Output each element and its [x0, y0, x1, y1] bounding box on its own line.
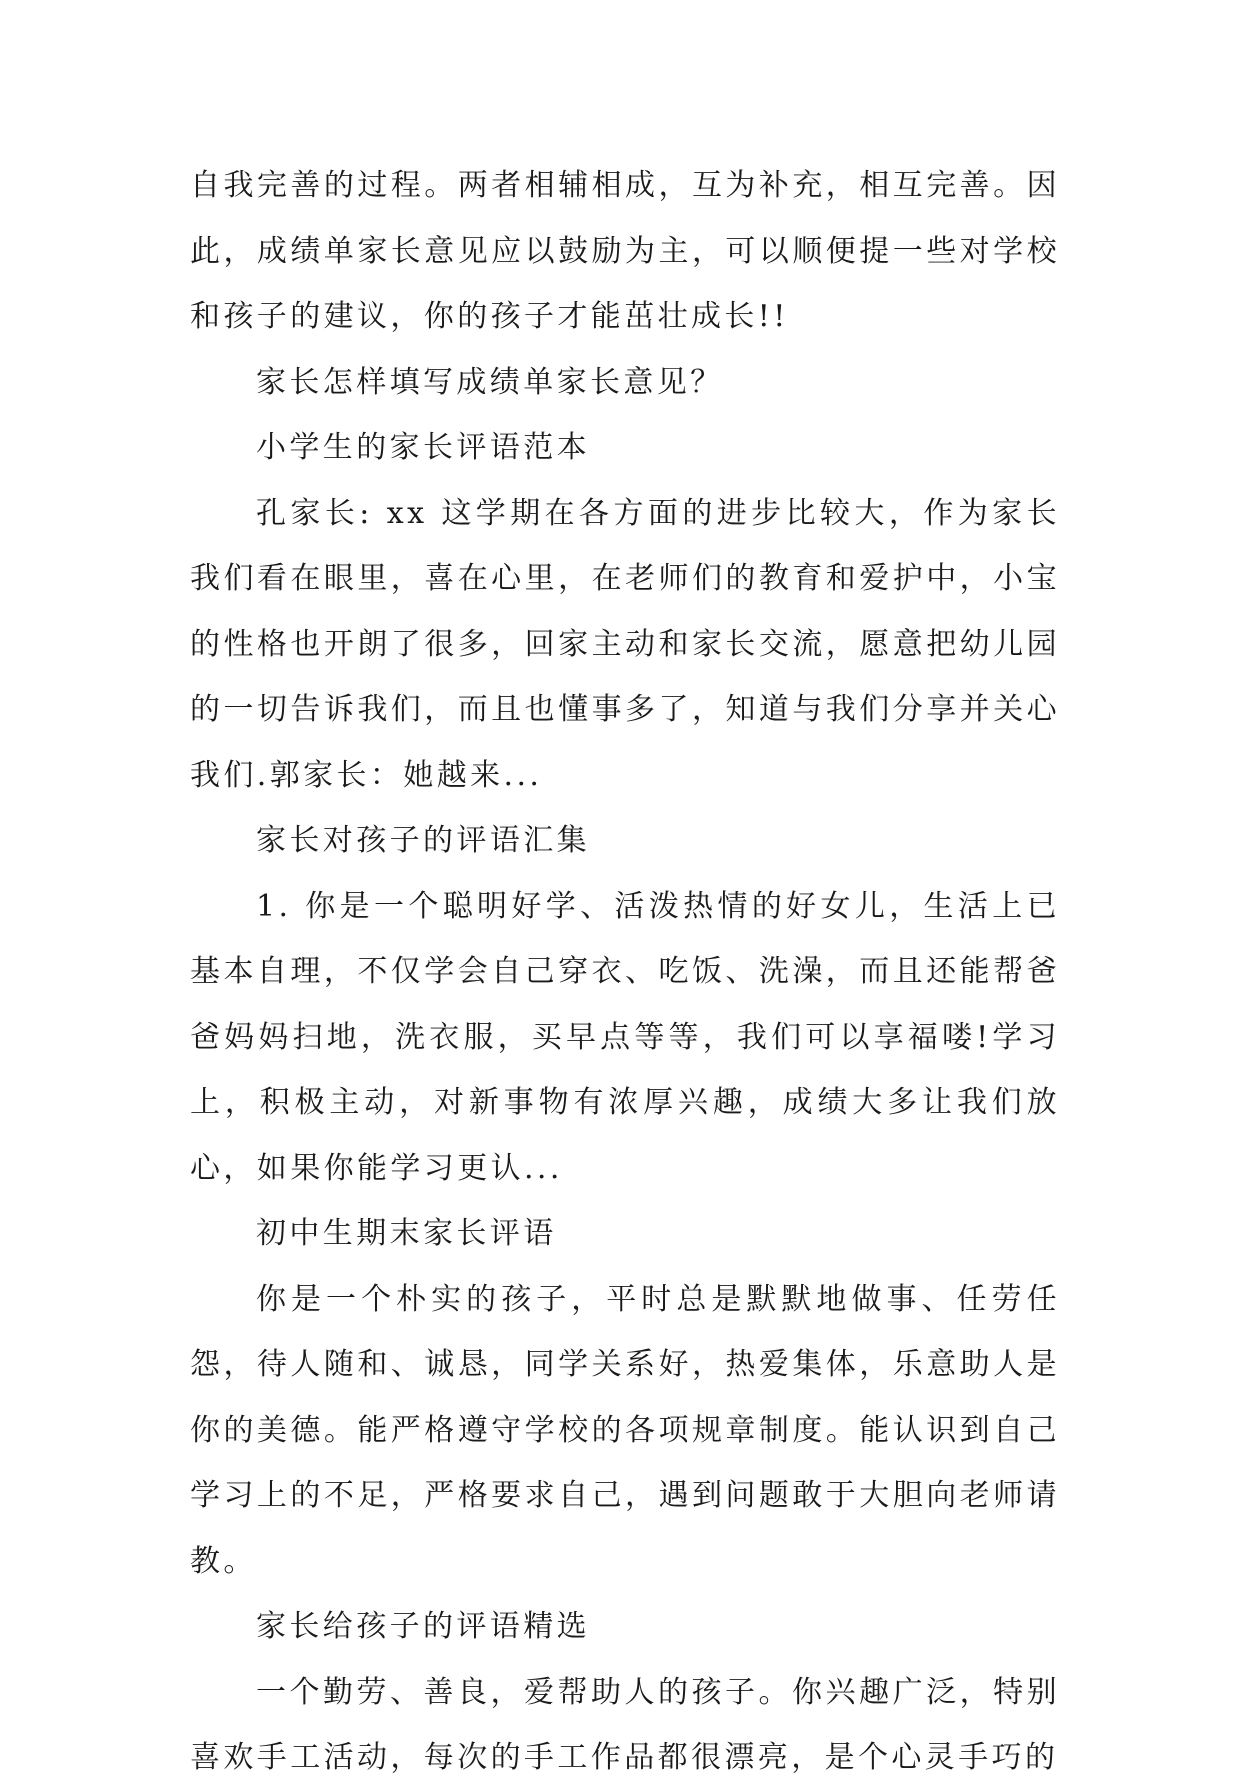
paragraph-kong-parent: 孔家长: xx 这学期在各方面的进步比较大，作为家长我们看在眼里，喜在心里，在老师们的教育和爱护中，小宝的性格也开朗了很多，回家主动和家长交流，愿意把幼儿园的一切告诉我们，而且也懂事多了，知道与我们分享并关心我们.郭家长：她越来... [190, 495, 1060, 793]
heading-how-to-fill: 家长怎样填写成绩单家长意见？ [256, 364, 724, 400]
paragraph-continuation: 自我完善的过程。两者相辅相成，互为补充，相互完善。因此，成绩单家长意见应以鼓励为主，可以顺便提一些对学校和孩子的建议，你的孩子才能茁壮成长!! [190, 168, 1060, 334]
paragraph-comment-1: 1. 你是一个聪明好学、活泼热情的好女儿，生活上已基本自理，不仅学会自己穿衣、吃饭、洗澡，而且还能帮爸爸妈妈扫地，洗衣服，买早点等等，我们可以享福喽!学习上，积极主动，对新事物有浓厚兴趣，成绩大多让我们放心，如果你能学习更认... [190, 888, 1060, 1186]
paragraph-honest-child: 你是一个朴实的孩子，平时总是默默地做事、任劳任怨，待人随和、诚恳，同学关系好，热爱集体，乐意助人是你的美德。能严格遵守学校的各项规章制度。能认识到自己学习上的不足，严格要求自己，遇到问题敢于大胆向老师请教。 [190, 1281, 1060, 1579]
document-body [190, 153, 1060, 1791]
heading-selected-comments: 家长给孩子的评语精选 [256, 1609, 590, 1644]
heading-junior-high-comments: 初中生期末家长评语 [256, 1216, 557, 1251]
paragraph-diligent-child: 一个勤劳、善良，爱帮助人的孩子。你兴趣广泛，特别喜欢手工活动，每次的手工作品都很漂亮，是个心灵手巧的 [190, 1674, 1060, 1775]
heading-primary-samples: 小学生的家长评语范本 [256, 430, 590, 465]
heading-parent-comments-collection: 家长对孩子的评语汇集 [256, 823, 590, 858]
